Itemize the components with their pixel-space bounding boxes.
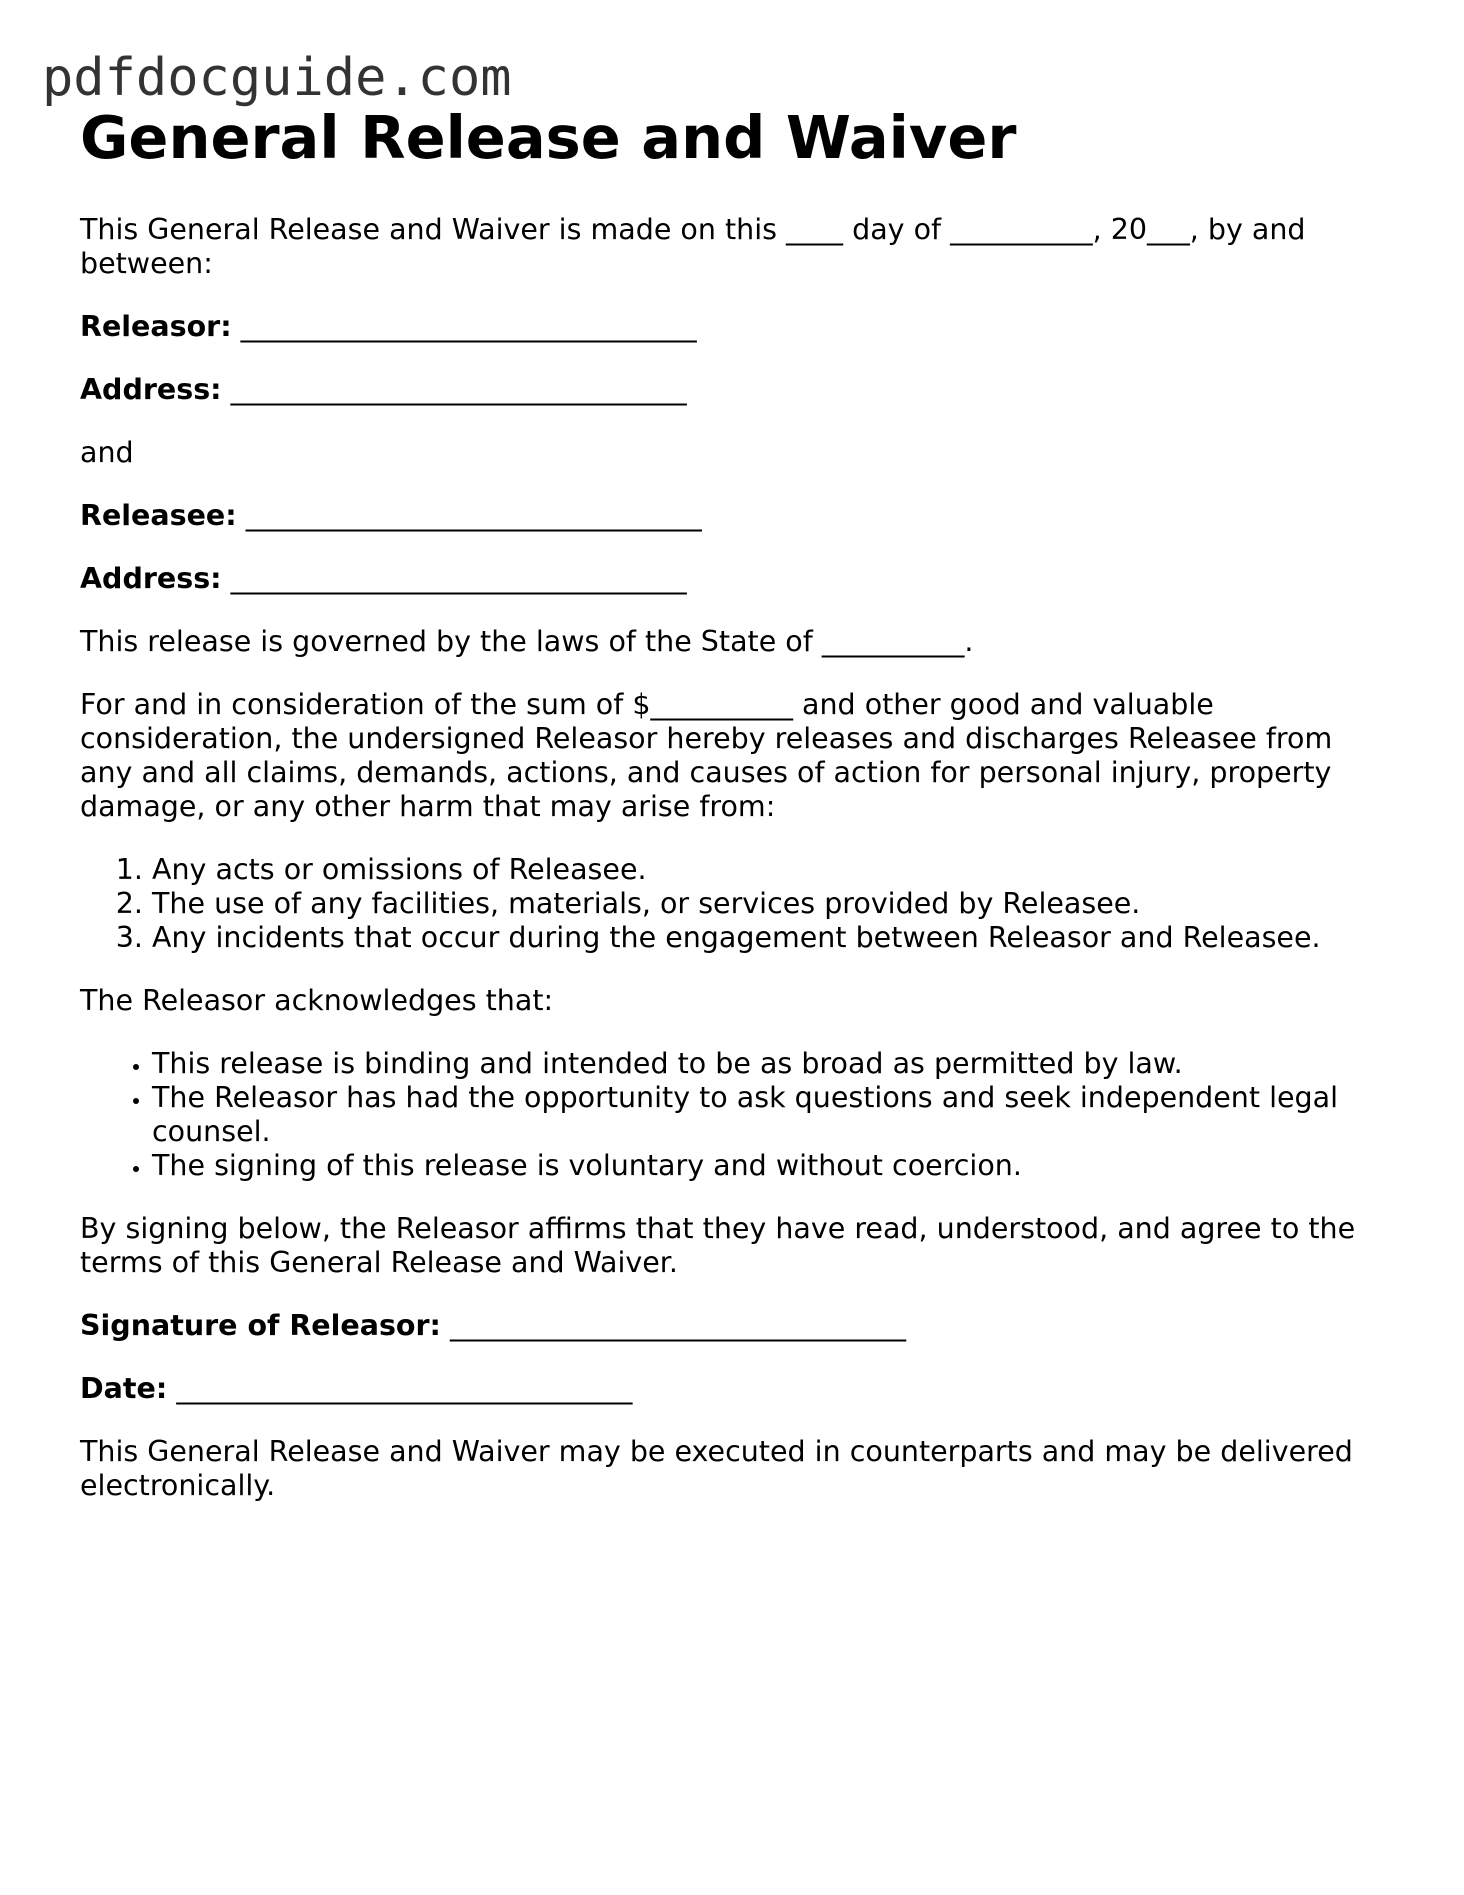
signature-blank: ________________________________: [450, 1309, 907, 1342]
releasee-address-label: Address:: [80, 562, 222, 595]
date-label: Date:: [80, 1372, 168, 1405]
affirmation-paragraph: By signing below, the Releasor affirms that they have read, understood, and agree to the terms of this General Release and Waiver.: [80, 1212, 1356, 1279]
document-title: General Release and Waiver: [80, 103, 1017, 172]
list-item: 3. Any incidents that occur during the engagement between Releasor and Releasee.: [152, 921, 1380, 955]
intro-paragraph: This General Release and Waiver is made on this ____ day of __________, 20___, by and between:: [80, 213, 1306, 280]
numbered-list: [80, 853, 1380, 955]
consideration-paragraph: For and in consideration of the sum of $__________ and other good and valuable consideration, the undersigned Releasor hereby releases and discharges Releasee from any and all claims, demands, actions, and causes of action for personal injury, property damage, or any other harm that may arise from:: [80, 688, 1333, 823]
watermark: pdfdocguide.com: [42, 48, 512, 108]
acknowledges-intro: The Releasor acknowledges that:: [80, 984, 554, 1017]
list-item: • The Releasor has had the opportunity to ask questions and seek independent legal counsel.: [152, 1081, 1380, 1149]
list-item: 2. The use of any facilities, materials, or services provided by Releasee.: [152, 887, 1380, 921]
list-item: • This release is binding and intended to be as broad as permitted by law.: [152, 1047, 1380, 1081]
releasor-address-blank: ________________________________: [230, 373, 687, 406]
releasee-label: Releasee:: [80, 499, 237, 532]
date-blank: ________________________________: [176, 1372, 633, 1405]
releasee-blank: ________________________________: [245, 499, 702, 532]
closing-paragraph: This General Release and Waiver may be executed in counterparts and may be delivered electronically.: [80, 1435, 1353, 1502]
signature-label: Signature of Releasor:: [80, 1309, 441, 1342]
document-body: [80, 103, 1380, 1532]
releasee-address-blank: ________________________________: [230, 562, 687, 595]
and-connector: and: [80, 436, 134, 469]
releasor-address-field: [80, 373, 1380, 407]
releasor-field: [80, 310, 1380, 344]
list-item: • The signing of this release is voluntary and without coercion.: [152, 1149, 1380, 1183]
releasor-blank: ________________________________: [240, 310, 697, 343]
date-field: [80, 1372, 1380, 1406]
governing-law-paragraph: This release is governed by the laws of the State of __________.: [80, 625, 974, 658]
bullet-list: [80, 1047, 1380, 1183]
releasee-address-field: [80, 562, 1380, 596]
releasor-address-label: Address:: [80, 373, 222, 406]
releasee-field: [80, 499, 1380, 533]
signature-field: [80, 1309, 1380, 1343]
releasor-label: Releasor:: [80, 310, 232, 343]
list-item: 1. Any acts or omissions of Releasee.: [152, 853, 1380, 887]
